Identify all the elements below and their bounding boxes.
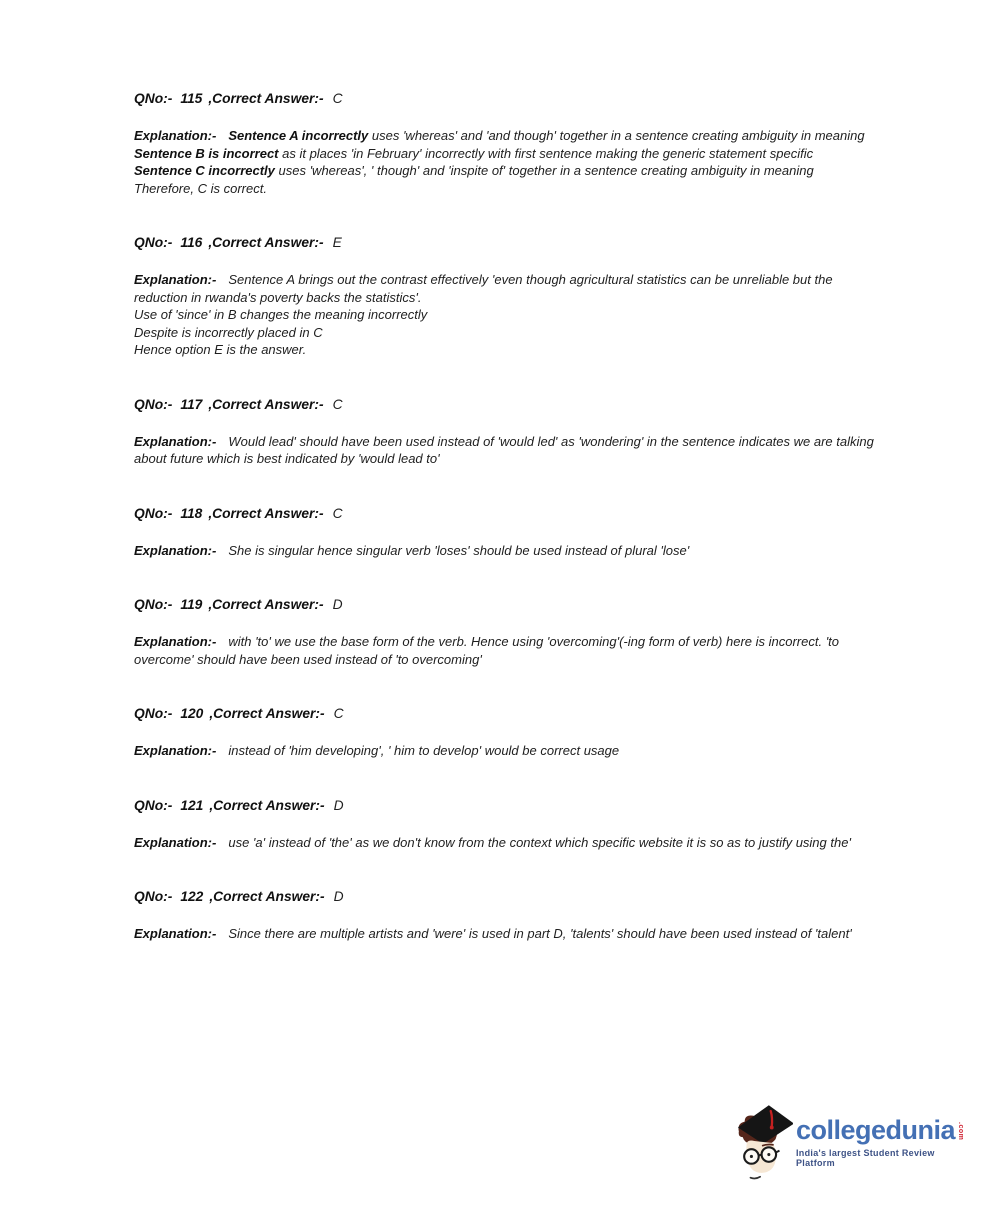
answer-label: ,Correct Answer:- bbox=[209, 706, 325, 721]
question-block bbox=[134, 596, 964, 668]
qno-label: QNo:- bbox=[134, 91, 173, 106]
question-header bbox=[134, 797, 964, 815]
explanation bbox=[134, 633, 964, 668]
question-header bbox=[134, 888, 964, 906]
qno-label: QNo:- bbox=[134, 235, 173, 250]
question-block bbox=[134, 90, 964, 197]
answer-value: E bbox=[332, 235, 342, 250]
brand-tld: .com bbox=[957, 1122, 965, 1141]
explanation-text-run: Sentence A brings out the contrast effectively 'even though agricultural statistics can be unreliable but the bbox=[228, 272, 833, 287]
question-header bbox=[134, 396, 964, 414]
brand-tagline: India's largest Student Review Platform bbox=[796, 1147, 935, 1168]
answer-value: D bbox=[332, 597, 343, 612]
logo-text bbox=[796, 1115, 967, 1168]
explanation-line bbox=[134, 324, 964, 342]
explanation-text-run: Hence option E is the answer. bbox=[134, 342, 307, 357]
answer-label: ,Correct Answer:- bbox=[209, 889, 325, 904]
answer-value: C bbox=[333, 706, 344, 721]
question-header bbox=[134, 705, 964, 723]
qno-label: QNo:- bbox=[134, 889, 173, 904]
explanation-text-run: overcome' should have been used instead of 'to overcoming' bbox=[134, 651, 482, 667]
answer-value: D bbox=[333, 889, 344, 904]
explanation-text-run: about future which is best indicated by 'would lead to' bbox=[134, 451, 440, 466]
qno-value: 122 bbox=[180, 889, 204, 904]
question-block bbox=[134, 234, 964, 359]
explanation-line bbox=[134, 180, 964, 198]
explanation-line bbox=[134, 542, 964, 560]
explanation-text-run: Would lead' should have been used instead of 'would led' as 'wondering' in the sentence indicates we are talking bbox=[228, 433, 874, 449]
qno-label: QNo:- bbox=[134, 597, 173, 612]
question-block bbox=[134, 888, 964, 943]
explanation bbox=[134, 127, 964, 197]
qno-value: 118 bbox=[180, 505, 203, 521]
student-mascot-icon bbox=[735, 1099, 793, 1183]
explanation-line bbox=[134, 433, 964, 451]
answer-value: D bbox=[333, 797, 344, 813]
explanation-line bbox=[134, 127, 964, 145]
question-header bbox=[134, 234, 964, 252]
explanation-label: Explanation:- bbox=[134, 834, 217, 850]
explanation bbox=[134, 742, 964, 760]
answer-label: ,Correct Answer:- bbox=[208, 597, 324, 612]
explanation-line bbox=[134, 834, 964, 852]
collegedunia-logo bbox=[735, 1098, 967, 1184]
question-block bbox=[134, 797, 964, 852]
explanation-line bbox=[134, 925, 964, 943]
question-block bbox=[134, 396, 964, 468]
qno-label: QNo:- bbox=[134, 505, 173, 521]
explanation-bold-run: Sentence B is incorrect bbox=[134, 145, 279, 161]
explanation-line bbox=[134, 450, 964, 468]
explanation-label: Explanation:- bbox=[134, 634, 217, 649]
qno-label: QNo:- bbox=[134, 706, 173, 721]
explanation-text-run: with 'to' we use the base form of the verb. Hence using 'overcoming'(-ing form of verb) here is incorrect. 'to bbox=[228, 634, 840, 649]
explanation-label: Explanation:- bbox=[134, 926, 217, 941]
explanation-text-run: Despite is incorrectly placed in C bbox=[134, 324, 323, 340]
explanation-line bbox=[134, 162, 964, 180]
answer-label: ,Correct Answer:- bbox=[208, 91, 324, 106]
explanation-label: Explanation:- bbox=[134, 542, 217, 558]
explanation-line bbox=[134, 145, 964, 163]
answer-label: ,Correct Answer:- bbox=[208, 505, 324, 521]
explanation-text-run: uses 'whereas', ' though' and 'inspite of' together in a sentence creating ambiguity in meaning bbox=[274, 163, 814, 178]
explanation-text-run: instead of 'him developing', ' him to develop' would be correct usage bbox=[228, 743, 620, 758]
explanation-label: Explanation:- bbox=[134, 128, 217, 143]
question-header bbox=[134, 596, 964, 614]
explanation bbox=[134, 834, 964, 852]
explanation-line bbox=[134, 289, 964, 307]
explanation bbox=[134, 925, 964, 943]
qno-value: 120 bbox=[180, 706, 204, 721]
qno-value: 121 bbox=[180, 797, 204, 813]
explanation-bold-run: Sentence A incorrectly bbox=[228, 128, 369, 143]
explanation-label: Explanation:- bbox=[134, 743, 217, 758]
question-block bbox=[134, 505, 964, 560]
explanation bbox=[134, 433, 964, 468]
explanation-text-run: Therefore, C is correct. bbox=[134, 180, 267, 196]
explanation-bold-run: Sentence C incorrectly bbox=[134, 163, 275, 178]
qno-value: 116 bbox=[180, 235, 203, 250]
answer-label: ,Correct Answer:- bbox=[208, 235, 324, 250]
explanation-line bbox=[134, 271, 964, 289]
question-header bbox=[134, 90, 964, 108]
explanation-text-run: She is singular hence singular verb 'loses' should be used instead of plural 'lose' bbox=[228, 542, 690, 558]
answer-label: ,Correct Answer:- bbox=[209, 797, 325, 813]
answer-value: C bbox=[332, 505, 343, 521]
answer-value: C bbox=[332, 91, 343, 106]
explanation-line bbox=[134, 306, 964, 324]
answer-key-content bbox=[134, 90, 964, 980]
explanation bbox=[134, 542, 964, 560]
explanation-text-run: Use of 'since' in B changes the meaning incorrectly bbox=[134, 307, 428, 322]
answer-label: ,Correct Answer:- bbox=[208, 396, 324, 412]
explanation-text-run: use 'a' instead of 'the' as we don't know from the context which specific website it is so as to justify using the' bbox=[228, 834, 851, 850]
qno-value: 117 bbox=[180, 396, 203, 412]
question-header bbox=[134, 505, 964, 523]
answer-value: C bbox=[332, 396, 343, 412]
brand-name: collegedunia bbox=[796, 1114, 956, 1145]
explanation-line bbox=[134, 633, 964, 651]
explanation-line bbox=[134, 742, 964, 760]
explanation-line bbox=[134, 341, 964, 359]
qno-label: QNo:- bbox=[134, 396, 173, 412]
question-block bbox=[134, 705, 964, 760]
explanation-text-run: Since there are multiple artists and 'were' is used in part D, 'talents' should have been used instead of 'talent' bbox=[228, 926, 852, 941]
explanation-text-run: reduction in rwanda's poverty backs the statistics'. bbox=[134, 289, 422, 305]
explanation-text-run: uses 'whereas' and 'and though' together in a sentence creating ambiguity in meaning bbox=[368, 128, 865, 143]
explanation bbox=[134, 271, 964, 359]
qno-value: 119 bbox=[180, 597, 203, 612]
qno-label: QNo:- bbox=[134, 797, 173, 813]
explanation-line bbox=[134, 651, 964, 669]
explanation-label: Explanation:- bbox=[134, 433, 217, 449]
question-list bbox=[134, 90, 964, 943]
explanation-text-run: as it places 'in February' incorrectly with first sentence making the generic statement specific bbox=[278, 145, 814, 161]
explanation-label: Explanation:- bbox=[134, 272, 217, 287]
qno-value: 115 bbox=[180, 91, 203, 106]
